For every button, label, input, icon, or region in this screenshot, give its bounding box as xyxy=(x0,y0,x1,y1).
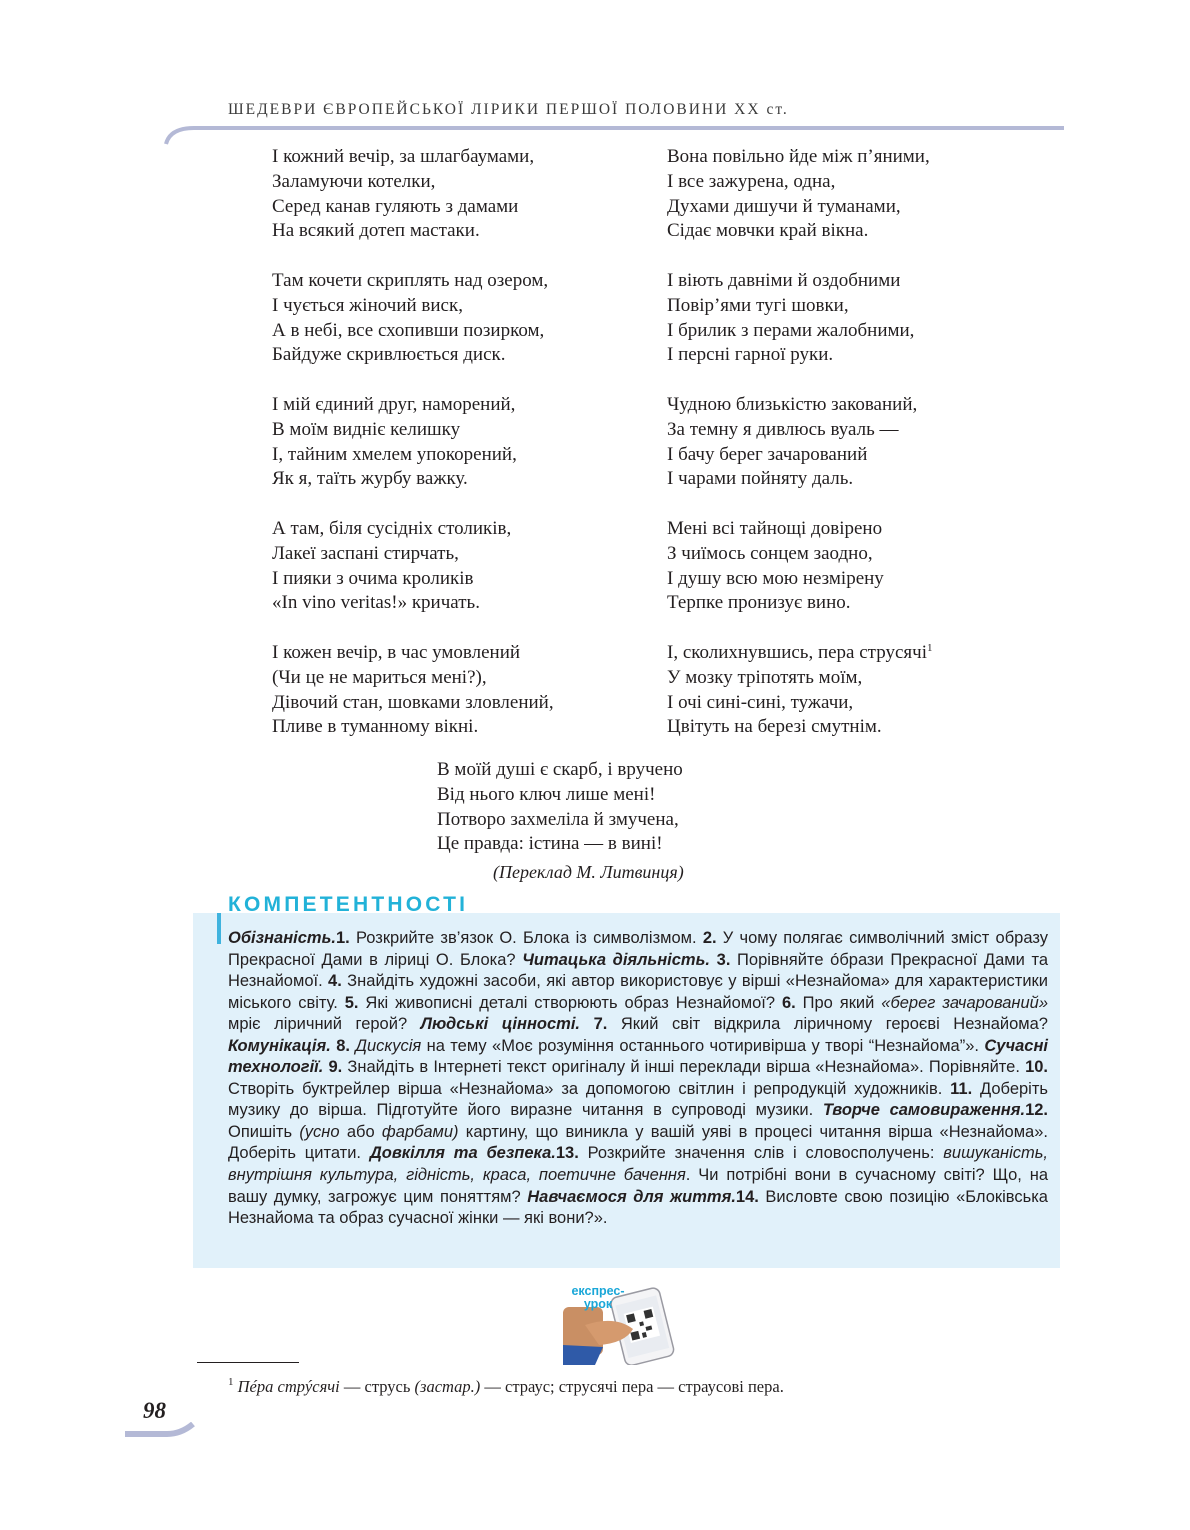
poem-stanza xyxy=(272,393,652,492)
competencies-tasks xyxy=(228,928,1048,1230)
task-number: 10. xyxy=(1025,1058,1048,1077)
poem-stanza xyxy=(272,641,652,740)
poem-line: І персні гарної руки. xyxy=(667,344,834,366)
poem-line: І душу всю мою незмірену xyxy=(667,567,884,589)
poem-stanza xyxy=(667,145,1047,244)
task-number: 6. xyxy=(781,993,796,1012)
poem-line: І мій єдиний друг, наморений, xyxy=(272,393,516,415)
task-text: «берег зачарований» xyxy=(881,993,1049,1012)
task-text: картину, що виникла у вашій уяві в процесі читання вірша «Незнайома». Доберіть цитати. xyxy=(228,1122,1048,1163)
poem-line: Вона повільно йде між п’яними, xyxy=(667,146,930,167)
poem-right-column xyxy=(667,145,1047,765)
competency-heading: Навчаємося для життя. xyxy=(527,1187,736,1206)
poem-line: В моїй душі є скарб, і вручено xyxy=(437,759,683,780)
competency-heading: Сучасні технології. xyxy=(228,1036,1048,1077)
poem-line: І кожен вечір, в час умовлений xyxy=(272,641,521,663)
poem-line: А там, біля сусідніх столиків, xyxy=(272,517,512,539)
poem-line: З чиїмось сонцем заодно, xyxy=(667,542,873,564)
task-text: Які живописні деталі створюють образ Незнайомої? xyxy=(358,993,782,1012)
task-text: вишуканість, внутрішня культура, гідність, краса, поетичне бачення xyxy=(228,1144,1049,1185)
poem-line: Як я, таїть журбу важку. xyxy=(272,468,468,490)
task-number: 8. xyxy=(330,1036,350,1055)
poem-line: Дівочий стан, шовками зловлений, xyxy=(272,691,554,713)
competency-heading: Читацька діяльність. xyxy=(522,950,710,969)
translator-credit: (Переклад М. Литвинця) xyxy=(493,862,684,882)
task-text: або xyxy=(339,1122,382,1141)
task-number: 9. xyxy=(323,1058,343,1077)
poem-line: На всякий дотеп мастаки. xyxy=(272,220,480,242)
poem-stanza xyxy=(667,517,1047,616)
task-text: Знайдіть в Інтернеті текст оригіналу й інші переклади вірша «Незнайома». Порівняйте. xyxy=(342,1058,1026,1077)
task-number: 11. xyxy=(950,1079,973,1098)
poem-line: Серед канав гуляють з дамами xyxy=(272,195,519,217)
footnote-term: Пéра стрýсячі xyxy=(237,1377,340,1396)
task-text: на тему «Моє розуміння останнього чотиривірша у творі “Незнайома”». xyxy=(421,1036,985,1055)
footnote-marker: 1 xyxy=(228,1376,234,1388)
poem-line: І, тайним хмелем упокорений, xyxy=(272,443,517,465)
poem-line: Духами дишучи й туманами, xyxy=(667,195,901,217)
poem-line: Сідає мовчки край вікна. xyxy=(667,220,869,242)
poem-line: Потворо захмеліла й змучена, xyxy=(437,808,679,830)
task-text: Створіть буктрейлер вірша «Незнайома» за допомогою світлин і репродукцій художників. xyxy=(228,1079,951,1098)
poem-line: Мені всі тайнощі довірено xyxy=(667,517,883,539)
task-text: Розкрийте зв’язок О. Блока із символізмом. xyxy=(349,929,703,947)
poem-line: І пияки з очима кроликів xyxy=(272,567,474,589)
footnote: $^1$ Пéра стрýсячі — струсь (застар.) — страус; струсячі пера — страусові пера. xyxy=(228,1376,784,1396)
poem-line: Заламуючи котелки, xyxy=(272,170,436,192)
task-number: 2. xyxy=(702,929,717,947)
footnote-rule xyxy=(197,1362,299,1363)
task-number: 4. xyxy=(328,972,342,991)
task-text: Порівняйте óбрази Прекрасної Дами та Незнайомої. xyxy=(228,950,1048,991)
express-lesson-label: експрес- урок xyxy=(571,1284,625,1311)
page-curve-decoration xyxy=(125,1422,195,1446)
competency-heading: Комунікація. xyxy=(228,1036,331,1055)
task-text: Про який xyxy=(795,993,882,1012)
poem-stanza xyxy=(667,269,1047,368)
poem-left-column xyxy=(272,145,652,765)
task-number: 14. xyxy=(735,1187,759,1206)
poem-line: І віють давніми й оздобними xyxy=(667,269,901,291)
competency-heading: Людські цінності. xyxy=(420,1015,581,1034)
competency-heading: Творче самовираження. xyxy=(822,1101,1026,1120)
poem-line: За темну я дивлюсь вуаль — xyxy=(667,418,899,440)
task-text: мріє ліричний герой? xyxy=(228,1015,421,1034)
poem-line: І очі сині-сині, тужачи, xyxy=(667,691,854,713)
task-number: 3. xyxy=(710,950,731,969)
task-number: 7. xyxy=(580,1015,608,1034)
poem-line: (Чи це не мариться мені?), xyxy=(272,666,487,688)
poem-line: І, сколихнувшись, пера струсячі$^1$ xyxy=(667,641,933,663)
task-text: Дискусія xyxy=(355,1036,422,1055)
express-lesson-badge[interactable] xyxy=(555,1285,680,1365)
poem-stanza xyxy=(272,269,652,368)
task-text: Доберіть музику до вірша. Підготуйте його виразне читання в супроводі музики. xyxy=(228,1079,1048,1120)
task-number: 13. xyxy=(555,1144,579,1163)
poem-line: В моїм виднiє келишку xyxy=(272,418,461,440)
poem-line: Байдуже скривлюється диск. xyxy=(272,344,506,366)
poem-line: Пливе в туманному вікні. xyxy=(272,716,479,738)
task-number: 12. xyxy=(1025,1101,1049,1120)
footnote-ref: 1 xyxy=(926,641,933,654)
poem-stanza xyxy=(272,517,652,616)
task-text: Знайдіть художні засоби, які автор використовує у вірші «Незнайома» для характеристики міського світу. xyxy=(228,972,1048,1012)
poem-line: Цвітуть на березі смутнім. xyxy=(667,716,882,738)
poem-line: І чарами пойняту даль. xyxy=(667,468,854,490)
competency-heading: Обізнаність. xyxy=(228,929,336,947)
poem-line: Терпке пронизує вино. xyxy=(667,592,851,614)
poem-line: «In vino veritas!» кричать. xyxy=(272,592,480,614)
task-text: Висловте свою позицію «Блоківська Незнайома та образ сучасної жінки — які вони?». xyxy=(228,1187,1048,1228)
task-text: . Чи потрібні вони в сучасному світі? Що, на вашу думку, загрожує цим поняттям? xyxy=(228,1166,1048,1206)
task-text: Який світ відкрила ліричному героєві Незнайома? xyxy=(607,1015,1048,1034)
poem-stanza xyxy=(667,393,1047,492)
poem-line: Від нього ключ лише мені! xyxy=(437,783,656,805)
poem-line: І бачу берег зачарований xyxy=(667,443,868,465)
poem-line: Там кочети скриплять над озером, xyxy=(272,269,549,291)
poem-line: Повір’ями тугі шовки, xyxy=(667,294,849,316)
competencies-marker xyxy=(217,913,221,944)
task-text: Розкрийте значення слів і словосполучень: xyxy=(578,1144,944,1163)
task-number: 1. xyxy=(335,929,350,947)
poem-line: І брилик з перами жалобними, xyxy=(667,319,915,341)
competency-heading: Довкілля та безпека. xyxy=(369,1144,556,1163)
poem-line: Це правда: істина — в вині! xyxy=(437,833,663,855)
poem-line: І все зажурена, одна, xyxy=(667,170,836,192)
poem-line: Чудною близькістю закований, xyxy=(667,393,918,415)
task-text: фарбами) xyxy=(381,1122,459,1141)
poem-final-stanza xyxy=(437,758,767,857)
competencies-title: КОМПЕТЕНТНОСТІ xyxy=(228,893,469,916)
poem-line: А в небі, все схопивши позирком, xyxy=(272,319,545,341)
task-text: (усно xyxy=(299,1122,340,1141)
poem-stanza xyxy=(667,641,1047,740)
page-number: 98 xyxy=(143,1398,166,1423)
poem-line: У мозку тріпотять моїм, xyxy=(667,666,863,688)
task-text: Опишіть xyxy=(228,1122,300,1141)
poem-line: І кожний вечір, за шлагбаумами, xyxy=(272,146,535,167)
header-rule xyxy=(164,124,1064,146)
running-header: ШЕДЕВРИ ЄВРОПЕЙСЬКОЇ ЛІРИКИ ПЕРШОЇ ПОЛОВИНИ XX ст. xyxy=(228,101,789,118)
task-text: У чому полягає символічний зміст образу Прекрасної Дами в ліриці О. Блока? xyxy=(228,929,1048,969)
poem-line: Лакеї заспані стирчать, xyxy=(272,542,459,564)
poem-line: І чується жіночий виск, xyxy=(272,294,463,316)
poem-stanza xyxy=(272,145,652,244)
task-number: 5. xyxy=(344,993,359,1012)
